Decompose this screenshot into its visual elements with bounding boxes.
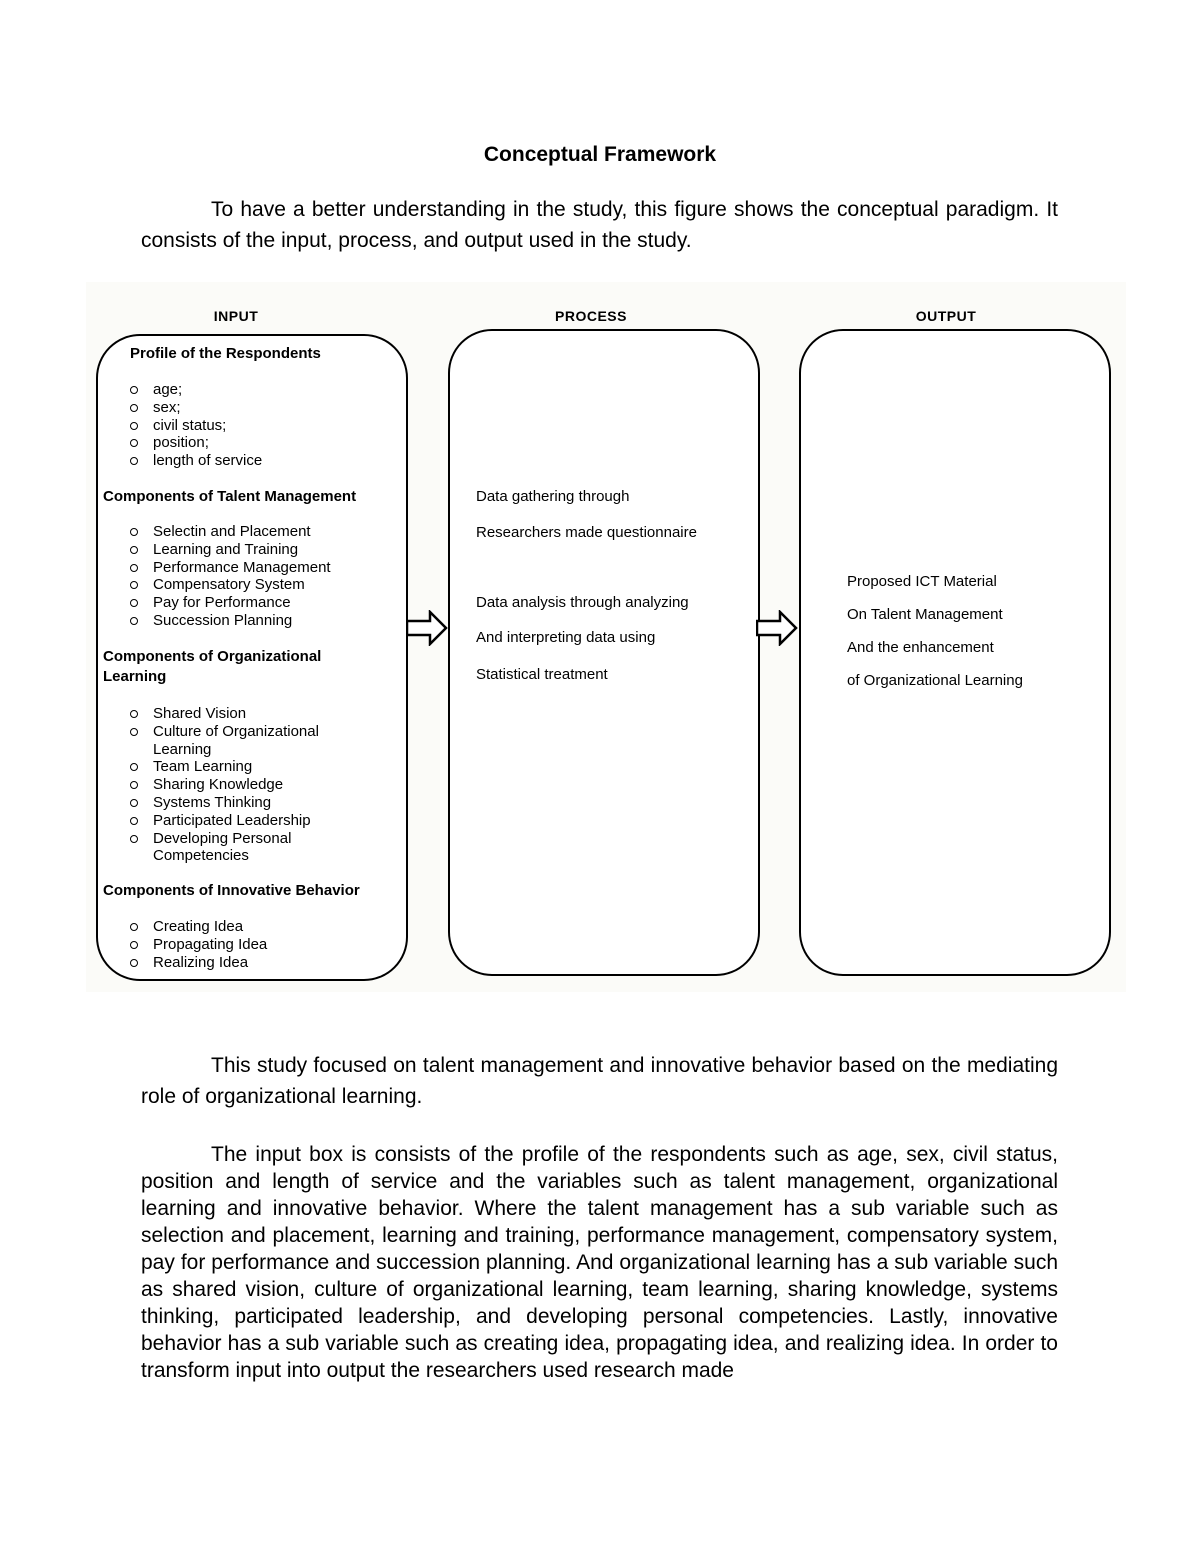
process-box	[448, 329, 760, 976]
list-item: Learning and Training	[130, 541, 331, 559]
right-arrow-icon	[406, 610, 448, 646]
org-title-cont: Learning	[103, 668, 167, 685]
list-item: Performance Management	[130, 559, 331, 577]
list-item: Realizing Idea	[130, 954, 267, 972]
list-item: Compensatory System	[130, 576, 331, 594]
input-heading: INPUT	[213, 308, 259, 324]
list-item: Shared Vision	[130, 705, 380, 723]
list-item: Culture of Organizational Learning	[130, 723, 333, 759]
profile-list	[130, 381, 262, 470]
list-item: Creating Idea	[130, 918, 267, 936]
output-heading: OUTPUT	[915, 308, 977, 324]
page-title: Conceptual Framework	[483, 143, 717, 166]
list-item: length of service	[130, 452, 262, 470]
process-line: Data analysis through analyzing	[476, 594, 689, 611]
innov-title: Components of Innovative Behavior	[103, 882, 360, 899]
output-line: And the enhancement	[847, 639, 994, 656]
output-line: On Talent Management	[847, 606, 1003, 623]
right-arrow-icon	[756, 610, 798, 646]
list-item: Pay for Performance	[130, 594, 331, 612]
output-line: Proposed ICT Material	[847, 573, 997, 590]
output-box	[799, 329, 1111, 976]
list-item: Participated Leadership	[130, 812, 380, 830]
innov-list	[130, 918, 267, 971]
talent-list	[130, 523, 331, 630]
talent-title: Components of Talent Management	[103, 488, 357, 505]
list-item: Sharing Knowledge	[130, 776, 380, 794]
list-item: position;	[130, 434, 262, 452]
org-title: Components of Organizational	[103, 648, 322, 665]
org-list	[130, 705, 380, 865]
list-item: Team Learning	[130, 758, 380, 776]
input-box	[96, 334, 408, 981]
process-heading: PROCESS	[555, 308, 627, 324]
list-item: Developing Personal Competencies	[130, 830, 313, 866]
paragraph-input-description: The input box is consists of the profile of the respondents such as age, sex, civil status, position and length of service and the variables such as talent management, organizational learning and innovative behavior. Where the talent management has a sub variable such as selection and placement, learning and training, performance management, compensatory system, pay for performance and succession planning. And organizational learning has a sub variable such as shared vision, culture of organizational learning, team learning, sharing knowledge, systems thinking, participated leadership, and developing personal competencies. Lastly, innovative behavior has a sub variable such as creating idea, propagating idea, and realizing idea. In order to transform input into output the researchers used research made	[141, 1143, 1058, 1382]
list-item: civil status;	[130, 417, 262, 435]
conceptual-framework-figure	[86, 282, 1126, 992]
output-line: of Organizational Learning	[847, 672, 1023, 689]
list-item: Succession Planning	[130, 612, 331, 630]
process-line: Statistical treatment	[476, 666, 608, 683]
intro-paragraph: To have a better understanding in the study, this figure shows the conceptual paradigm. It consists of the input, process, and output used in the study.	[141, 198, 1058, 252]
paragraph-focus: This study focused on talent management and innovative behavior based on the mediating role of organizational learning.	[141, 1054, 1058, 1108]
list-item: age;	[130, 381, 262, 399]
process-line: Data gathering through	[476, 488, 630, 505]
list-item: Selectin and Placement	[130, 523, 331, 541]
process-line: Researchers made questionnaire	[476, 524, 697, 541]
list-item: sex;	[130, 399, 262, 417]
list-item: Systems Thinking	[130, 794, 380, 812]
profile-title: Profile of the Respondents	[130, 345, 321, 362]
list-item: Propagating Idea	[130, 936, 267, 954]
process-line: And interpreting data using	[476, 629, 656, 646]
